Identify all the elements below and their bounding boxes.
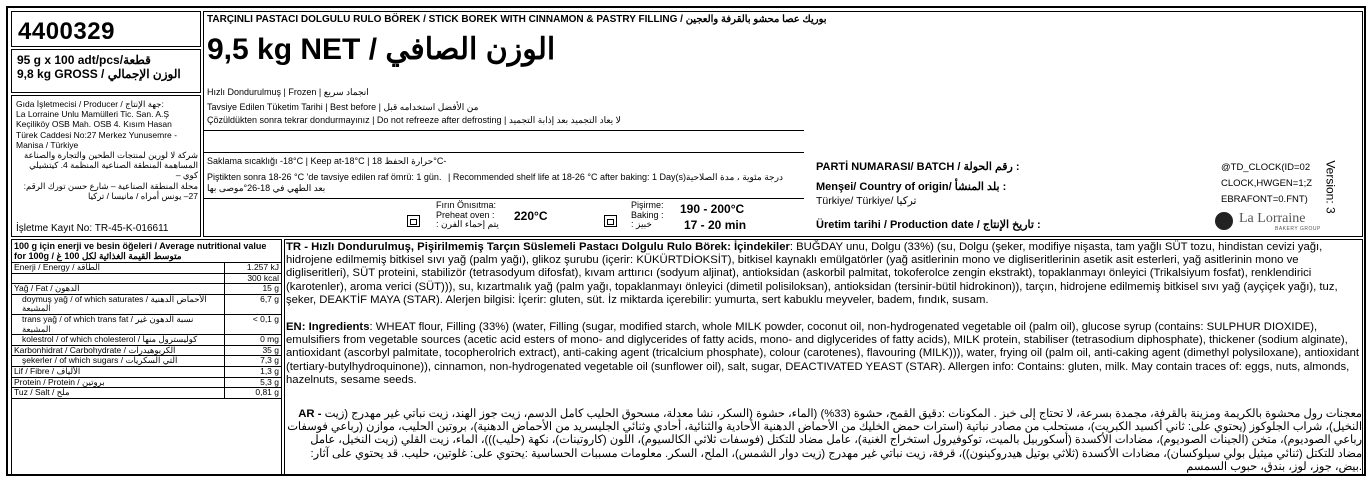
divider <box>204 152 804 153</box>
producer-line-ar: المساهمة المنطقة الصناعية المنظمة 4. كيتشيلي كوي – <box>29 160 198 181</box>
brand-sub: BAKERY GROUP <box>1275 226 1321 232</box>
producer-line: Gıda İşletmecisi / Producer / جهة الإنتاج: <box>16 99 164 109</box>
nutrition-value: < 0,1 g <box>225 314 282 334</box>
nutrition-value: 5,3 g <box>225 377 282 388</box>
nutrition-rows <box>12 263 281 399</box>
producer-line: Keçiliköy OSB Mah. OSB 4. Kısım Hasan <box>16 119 172 130</box>
producer-address <box>16 99 198 201</box>
nutrition-value: 1,3 g <box>225 366 282 377</box>
product-label <box>6 6 1366 476</box>
brand-logo <box>1215 212 1335 234</box>
origin-label: Menşei/ Country of origin/ بلد المنشأ : <box>816 181 1007 193</box>
nutrition-label: Yağ / Fat / الدهون <box>12 284 225 295</box>
net-weight-line <box>207 32 555 67</box>
nutrition-label: trans yağ / of which trans fat / نسبة الدهون غير المشبعة <box>12 314 225 334</box>
baking-icon <box>604 215 617 227</box>
shelf-life-tr: Piştikten sonra 18-26 °C 'de tavsiye edilen raf ömrü: 1 gün. <box>207 172 442 182</box>
shelf-life-en: | Recommended shelf life at 18-26 °C after baking: 1 Day(s). <box>448 172 689 182</box>
storage-text: Saklama sıcaklığı -18°C | Keep at-18°C | حرارة الحفظ 18°C- <box>207 156 447 166</box>
producer-line: Türek Caddesi No:27 Merkez Yunusemre - <box>16 129 177 140</box>
clock-line: EBRAFONT=0.FNT) <box>1221 194 1308 205</box>
ingredients-tr-head: TR - Hızlı Dondurulmuş, Pişirilmemiş Tarçın Süslemeli Pastacı Dolgulu Rulo Börek: İçindekiler <box>286 241 790 253</box>
best-before-text: Tavsiye Edilen Tüketim Tarihi | Best before | من الأفضل استخدامه قبل <box>207 102 479 112</box>
baking-time: 17 - 20 min <box>684 218 747 232</box>
nutrition-value: 0,81 g <box>225 388 282 399</box>
nutrition-header: 100 g için enerji ve besin öğeleri / Average nutritional value for 100g / متوسط القيمة الغذائية لكل 100 غ <box>12 240 281 263</box>
oven-temp: 220°C <box>514 209 548 223</box>
net-weight: 9,5 kg NET / <box>207 33 378 66</box>
product-code: 4400329 <box>18 18 115 45</box>
baking-label-en: Baking : <box>631 209 664 220</box>
nutrition-row <box>12 284 281 295</box>
oven-label-ar: يتم إحماء الفرن : <box>436 219 499 229</box>
producer-line-ar: محلة المنطقة الصناعية – شارع حسن تورك الرقم: <box>23 180 198 191</box>
producer-line-ar: 27– يونس أمراه / مانيسا / تركيا <box>88 190 198 201</box>
nutrition-row <box>12 314 281 334</box>
producer-line-ar: شركة لا لورين لمنتجات الطحين والتجارة والصناعة <box>24 150 198 161</box>
main-info-box <box>203 11 1363 237</box>
brand-emblem-icon <box>1215 212 1233 230</box>
nutrition-label <box>12 273 225 284</box>
nutrition-row <box>12 294 281 314</box>
product-title: TARÇINLI PASTACI DOLGULU RULO BÖREK / STICK BOREK WITH CINNAMON & PASTRY FILLING / بوريك عصا محشو بالقرفة والعجين <box>207 14 827 25</box>
nutrition-label: doymuş yağ / of which saturates / الأحماض الدهنية المشبعة <box>12 294 225 314</box>
refreeze-text: Çözüldükten sonra tekrar dondurmayınız | Do not refreeze after defrosting | لا يعاد التجميد بعد إذابة التجميد <box>207 115 621 125</box>
ingredients-en-head: EN: Ingredients <box>286 321 370 333</box>
nutrition-value: 35 g <box>225 345 282 356</box>
baking-label-ar: خبيز : <box>631 219 652 229</box>
nutrition-label: Tuz / Salt / ملح <box>12 388 225 399</box>
oven-labels <box>436 201 499 230</box>
brand-name: La Lorraine <box>1239 211 1306 226</box>
net-weight-ar: الوزن الصافي <box>385 33 556 66</box>
producer-line: La Lorraine Unlu Mamülleri Tic. San. A.Ş <box>16 109 170 120</box>
pieces-box <box>11 49 201 93</box>
nutrition-row <box>12 263 281 273</box>
nutrition-label: kolestrol / of which cholesterol / كوليسترول منها <box>12 335 225 346</box>
nutrition-row <box>12 335 281 346</box>
clock-line: CLOCK,HWGEN=1;Z <box>1221 178 1313 189</box>
nutrition-label: Lif / Fibre / الألياف <box>12 366 225 377</box>
nutrition-value: 0 mg <box>225 335 282 346</box>
nutrition-value: 300 kcal <box>225 273 282 284</box>
nutrition-row <box>12 388 281 399</box>
divider <box>204 130 804 131</box>
nutrition-label: şekerler / of which sugars / التي السكريات <box>12 356 225 367</box>
nutrition-value: 1.257 kJ <box>225 263 282 273</box>
shelf-life-ar: درجة مئوية ، مدة الصلاحية <box>686 172 783 182</box>
nutrition-value: 6,7 g <box>225 294 282 314</box>
nutrition-row <box>12 273 281 284</box>
ingredients-ar-head: AR - <box>298 408 322 420</box>
nutrition-label: Enerji / Energy / الطاقة <box>12 263 225 273</box>
nutrition-row <box>12 377 281 388</box>
registration-number: İşletme Kayıt No: TR-45-K-016611 <box>16 223 169 234</box>
nutrition-row <box>12 366 281 377</box>
pieces-ar: قطعة <box>123 53 151 67</box>
producer-box <box>11 95 201 237</box>
product-code-box <box>11 11 201 47</box>
baking-label-tr: Pişirme: <box>631 200 664 210</box>
frozen-text: Hızlı Dondurulmuş | Frozen | انجماد سريع <box>207 87 369 97</box>
ingredients-ar-body: معجنات رول محشوة بالكريمة ومزينة بالقرفة، مجمدة بسرعة، لا تحتاج إلى خبز . المكونات :دقيق القمح، حشوة (33%) (الماء، حشوة (السكر، نشا معدلة، مسحوق الحليب كامل الدسم، زيت جوز الهند، زيت نباتي غير مهدرج (زيت النخيل)، شراب الجلوكوز (يحتوي على: ثاني أكسيد الكبريت)، مستحلب من مصادر نباتية (استرات حمض الخليك من الأحماض الدهنية الأحادية والثنائية، أحادي وثنائي الجليسريد من الأحماض الدهنية)، بروتين الحليب، موازن (رباعي فوسفات رباعي الصوديوم)، متخن (الجينات الصوديوم)، مضادات الأكسدة (أسكوربيل بالميت، توكوفيرول استخراج الغنية)، عامل مضاد للتكتل (فوسفات ثلاثي الكالسيوم)، اللون (كاروتينات)، نكهة (حليب)))، الماء، زيت القلي (زيت النخيل، عامل مضاد للتكتل (ثنائي ميثيل بولي سيلوكسان)، مضادات الأكسدة (ثلاثي بوتيل هيدروكينون))، قرفة، زيت نباتي غير مهدرج (زيت دوار الشمس)، الملح، السكر. معلومات مسببات الحساسية :يحتوي على: غلوتين، حليب. قد يحتوي على آثار: بيض، جوز، لوز، بندق، حبوب السمسم. <box>287 408 1362 473</box>
nutrition-row <box>12 356 281 367</box>
oven-label-tr: Fırın Önısıtma: <box>436 200 497 210</box>
oven-label-en: Preheat oven : <box>436 209 495 220</box>
baking-labels <box>631 201 664 230</box>
nutrition-value: 7,3 g <box>225 356 282 367</box>
gross-weight: 9,8 kg GROSS / <box>17 67 105 81</box>
nutrition-table <box>11 239 282 475</box>
batch-label: PARTİ NUMARASI/ BATCH / رقم الحولة : <box>816 161 1020 173</box>
nutrition-value: 15 g <box>225 284 282 295</box>
nutrition-label: Protein / Protein / بروتين <box>12 377 225 388</box>
divider <box>204 198 804 199</box>
ingredients-en <box>286 321 1362 387</box>
shelf-life-ar: بعد الطهي في 18-26°موصى بها <box>207 183 326 193</box>
production-date-label: Üretim tarihi / Production date / تاريخ الإنتاج : <box>816 219 1041 231</box>
clock-code <box>1221 160 1312 208</box>
pieces-text <box>17 53 181 81</box>
gross-weight-ar: الوزن الإجمالي <box>107 67 181 81</box>
version-label: Version: 3 <box>1323 160 1338 214</box>
clock-line: @TD_CLOCK(ID=02 <box>1221 162 1311 173</box>
ingredients-ar <box>286 408 1362 474</box>
producer-line: Manisa / Türkiye <box>16 139 79 150</box>
nutrition-label: Karbonhidrat / Carbohydrate / الكربوهيدرات <box>12 345 225 356</box>
oven-icon <box>407 215 420 227</box>
baking-temp: 190 - 200°C <box>680 202 745 216</box>
origin-value: Türkiye/ Türkiye/ تركيا <box>816 195 917 207</box>
ingredients-tr-body: : BUĞDAY unu, Dolgu (33%) (su, Dolgu (şeker, modifiye nişasta, tam yağlı SÜT tozu, hindistan cevizi yağı, hidrojene edilmemiş bitkisel sıvı yağ (palm yağı), glikoz şurubu (içerir: KÜKÜRTDİOKSİT), bitkisel kaynaklı emülgatörler (yağ asitlerinin mono ve digliseritlerinin asetik asit esterleri, yağ asitlerinin mono ve digliseritleri), SÜT proteini, stabilizör (tetrasodyum difosfat), kıvam arttırıcı (sodyum aljinat), antioksidan (askorbil palmitat, tokoferolce zengin ekstrakt), topaklanmayı önleyici (Trikalsiyum fosfat), renklendirici (karotenler), aroma verici (SÜT))), su, kızartmalık yağ (palm yağı, topaklanmayı önleyici (dimetil polisiloksan), antioksidan (tersinir-bütil hidrokinon)), tarçın, hidrojene edilmemiş bitkisel sıvı yağ (ayçiçek yağı), tuz, şeker, DEAKTİF MAYA (STAR). Alerjen bilgisi: İçerir: gluten, süt. İz miktarda içerebilir: yumurta, sert kabuklu meyveler, badem, fındık, susam. <box>286 241 1338 306</box>
ingredients-en-body: : WHEAT flour, Filling (33%) (water, Filling (sugar, modified starch, whole MILK powder, coconut oil, non-hydrogenated vegetable oil (palm oil), glucose syrup (contains: SULPHUR DIOXIDE), emulsifiers from vegetable sources (acetic acid esters of mono- and diglycerides of fatty acids, mono- and diglycerides of fatty acids), MILK protein, stabiliser (tetrasodium diphosphate), thickener (sodium alginate), antioxidant (ascorbyl palmitate, tocopherolrich extract), anti-caking agent (tricalcium phosphate), colour (carotenes), flavouring (MILK))), water, frying oil (palm oil, anti-caking agent (dimethyl polysiloxane), antioxidant (tertiary-butylhydroquinone)), cinnamon, non-hydrogenated vegetable oil (sunflower oil), salt, sugar, DEACTIVATED YEAST (STAR). Allergen info: Contains: gluten, milk. May contain traces of: eggs, nuts, almonds, hazelnuts, sesame seeds. <box>286 321 1360 386</box>
nutrition-row <box>12 345 281 356</box>
pieces-count: 95 g x 100 adt/pcs/ <box>17 53 124 67</box>
ingredients-tr <box>286 241 1362 307</box>
